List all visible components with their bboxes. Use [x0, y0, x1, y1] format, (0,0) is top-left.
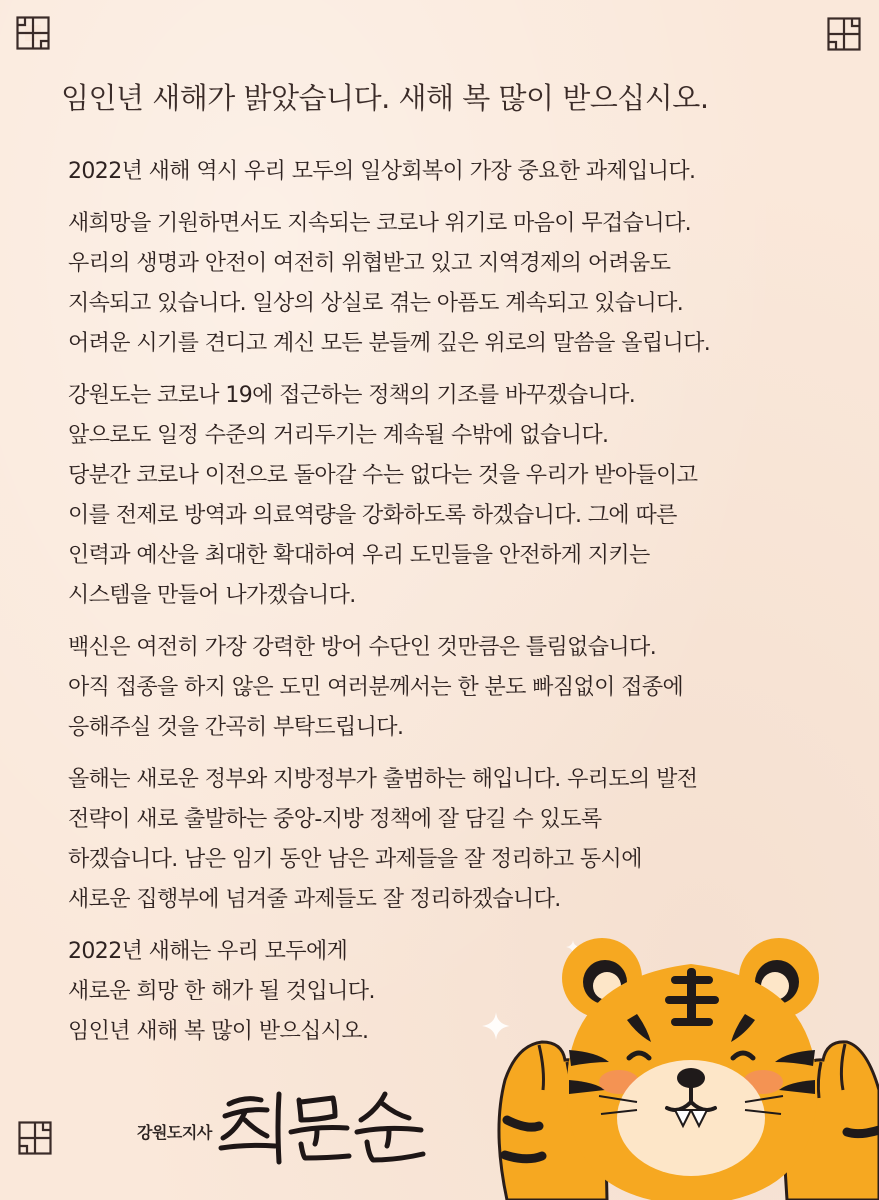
text-line: 시스템을 만들어 나가겠습니다. [68, 583, 356, 608]
text-line: 전략이 새로 출발하는 중앙-지방 정책에 잘 담길 수 있도록 [68, 807, 602, 832]
handwritten-signature [217, 1086, 427, 1166]
text-line: 새로운 집행부에 넘겨줄 과제들도 잘 정리하겠습니다. [68, 887, 561, 912]
text-line: 2022년 새해는 우리 모두에게 [68, 939, 348, 964]
text-line: 당분간 코로나 이전으로 돌아갈 수는 없다는 것을 우리가 받아들이고 [68, 463, 698, 488]
paragraph-3 [68, 376, 828, 616]
corner-ornament-bottom-left [18, 1121, 52, 1155]
text-line: 백신은 여전히 가장 강력한 방어 수단인 것만큼은 틀림없습니다. [68, 635, 657, 660]
text-line: 하겠습니다. 남은 임기 동안 남은 과제들을 잘 정리하고 동시에 [68, 847, 642, 872]
text-line: 올해는 새로운 정부와 지방정부가 출범하는 해입니다. 우리도의 발전 [68, 767, 698, 792]
text-line: 어려운 시기를 견디고 계신 모든 분들께 깊은 위로의 말씀을 올립니다. [68, 331, 711, 356]
text-line: 강원도는 코로나 19에 접근하는 정책의 기조를 바꾸겠습니다. [68, 383, 636, 408]
text-line: 새희망을 기원하면서도 지속되는 코로나 위기로 마음이 무겁습니다. [68, 211, 692, 236]
paragraph-2 [68, 204, 828, 364]
tiger-illustration [487, 930, 879, 1200]
text-line: 지속되고 있습니다. 일상의 상실로 겪는 아픔도 계속되고 있습니다. [68, 291, 684, 316]
corner-ornament-top-left [16, 16, 50, 50]
signature-org: 강원도지사 [137, 1123, 212, 1142]
corner-ornament-top-right [827, 17, 861, 51]
text-line: 새로운 희망 한 해가 될 것입니다. [68, 979, 375, 1004]
paragraph-5 [68, 760, 828, 920]
signature-block [137, 1086, 437, 1166]
letter-title: 임인년 새해가 밝았습니다. 새해 복 많이 받으십시오. [61, 81, 709, 115]
letter-body [68, 152, 828, 1064]
text-line: 응해주실 것을 간곡히 부탁드립니다. [68, 715, 404, 740]
paragraph-4 [68, 628, 828, 748]
text-line: 이를 전제로 방역과 의료역량을 강화하도록 하겠습니다. 그에 따른 [68, 503, 677, 528]
text-line: 우리의 생명과 안전이 여전히 위협받고 있고 지역경제의 어려움도 [68, 251, 671, 276]
text-line: 앞으로도 일정 수준의 거리두기는 계속될 수밖에 없습니다. [68, 423, 609, 448]
text-line: 2022년 새해 역시 우리 모두의 일상회복이 가장 중요한 과제입니다. [68, 159, 696, 184]
text-line: 인력과 예산을 최대한 확대하여 우리 도민들을 안전하게 지키는 [68, 543, 650, 568]
text-line: 아직 접종을 하지 않은 도민 여러분께서는 한 분도 빠짐없이 접종에 [68, 675, 684, 700]
paragraph-1 [68, 152, 828, 192]
text-line: 임인년 새해 복 많이 받으십시오. [68, 1019, 369, 1044]
